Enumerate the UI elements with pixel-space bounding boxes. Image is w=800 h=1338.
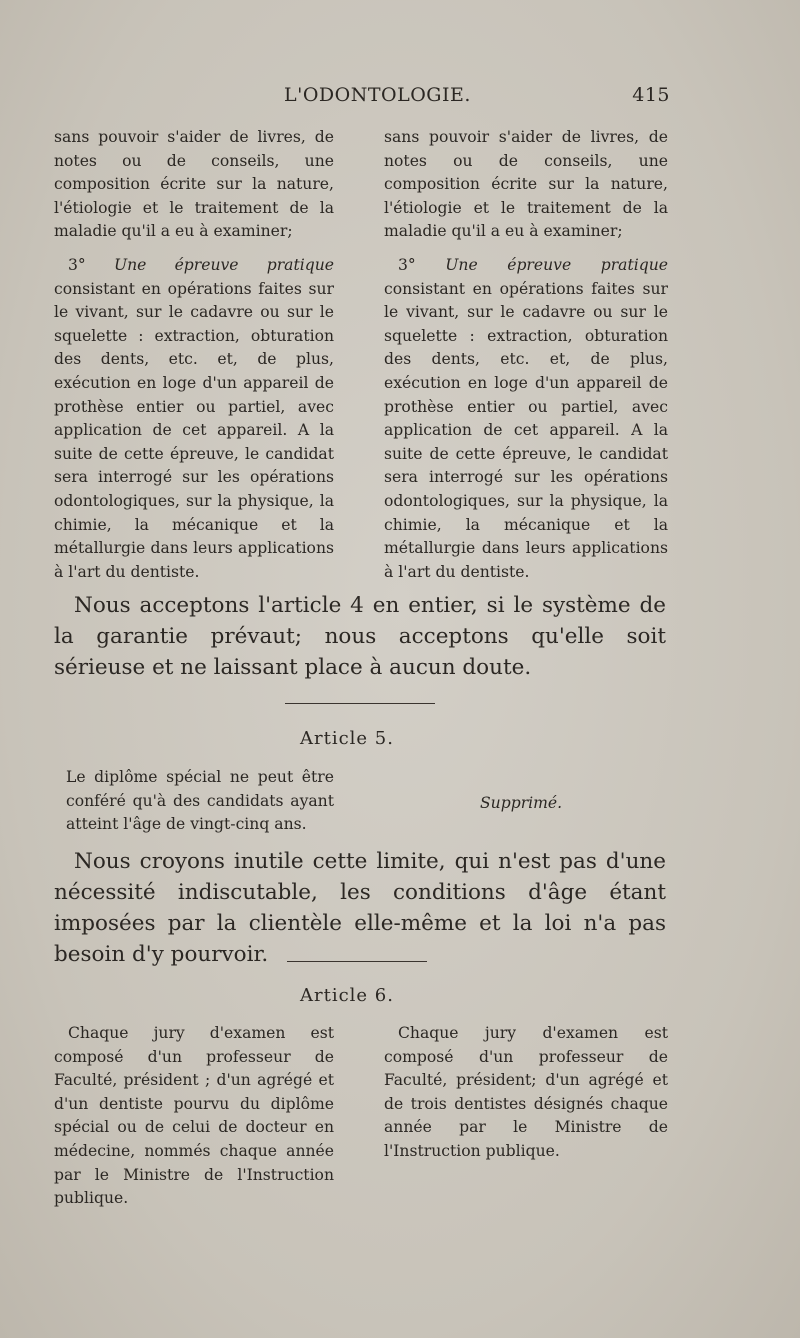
- article6-heading: Article 6.: [300, 985, 394, 1006]
- left-column-article4-end: [54, 126, 334, 584]
- left-item-number: 3°: [68, 255, 86, 274]
- running-head: [54, 84, 670, 114]
- right-paragraph-1: sans pouvoir s'aider de livres, de notes ou de conseils, une composition écrite sur la nature, l'étiologie et le traitement de la maladie qu'il a eu à examiner;: [384, 128, 668, 241]
- commentary-article5: [54, 846, 666, 970]
- article6-left-text: [54, 1022, 334, 1211]
- article6-right-paragraph: Chaque jury d'examen est composé d'un professeur de Faculté, président; d'un agrégé et de trois dentistes désignés chaque année par le Ministre de l'Instruction publique.: [384, 1024, 668, 1160]
- left-italic-phrase: Une épreuve pratique: [113, 255, 334, 274]
- article6-right-text: [384, 1022, 668, 1164]
- article5-right-text: Supprimé.: [480, 794, 563, 812]
- section-divider-2: [287, 961, 427, 962]
- right-paragraph-2-rest: consistant en opérations faites sur le vivant, sur le cadavre ou sur le squelette : extraction, obturation des dents, etc. et, de plus, exécution en loge d'un appareil de prothèse entier ou partiel, avec application de cet appareil. A la suite de cette épreuve, le candidat sera interrogé sur les opérations odontologiques, sur la physique, la chimie, la mécanique et la métallurgie dans leurs applications à l'art du dentiste.: [384, 279, 668, 581]
- section-divider: [285, 703, 435, 704]
- right-paragraph-2: [384, 254, 668, 584]
- article5-left-paragraph: Le diplôme spécial ne peut être conféré qu'à des candidats ayant atteint l'âge de vingt-cinq ans.: [66, 768, 334, 834]
- page-number: 415: [632, 84, 670, 106]
- right-item-number: 3°: [398, 255, 416, 274]
- right-column-article4-end: [384, 126, 668, 584]
- left-paragraph-2: [54, 254, 334, 584]
- article5-left-text: [66, 766, 334, 837]
- commentary-article4: [54, 590, 666, 683]
- left-paragraph-2-rest: consistant en opérations faites sur le vivant, sur le cadavre ou sur le squelette : extraction, obturation des dents, etc. et, de plus, exécution en loge d'un appareil de prothèse entier ou partiel, avec application de cet appareil. A la suite de cette épreuve, le candidat sera interrogé sur les opérations odontologiques, sur la physique, la chimie, la mécanique et la métallurgie dans leurs applications à l'art du dentiste.: [54, 279, 334, 581]
- left-paragraph-1: sans pouvoir s'aider de livres, de notes ou de conseils, une composition écrite sur la nature, l'étiologie et le traitement de la maladie qu'il a eu à examiner;: [54, 128, 334, 241]
- right-italic-phrase: Une épreuve pratique: [445, 255, 668, 274]
- journal-title: L'ODONTOLOGIE.: [284, 84, 471, 106]
- commentary-article5-text: Nous croyons inutile cette limite, qui n'est pas d'une nécessité indiscutable, les conditions d'âge étant imposées par la clientèle elle-même et la loi n'a pas besoin d'y pourvoir.: [54, 849, 666, 967]
- commentary-article4-text: Nous acceptons l'article 4 en entier, si le système de la garantie prévaut; nous acceptons qu'elle soit sérieuse et ne laissant place à aucun doute.: [54, 593, 666, 680]
- article5-heading: Article 5.: [300, 728, 394, 749]
- article6-left-paragraph: Chaque jury d'examen est composé d'un professeur de Faculté, président ; d'un agrégé et d'un dentiste pourvu du diplôme spécial ou de celui de docteur en médecine, nommés chaque année par le Ministre de l'Instruction publique.: [54, 1024, 334, 1208]
